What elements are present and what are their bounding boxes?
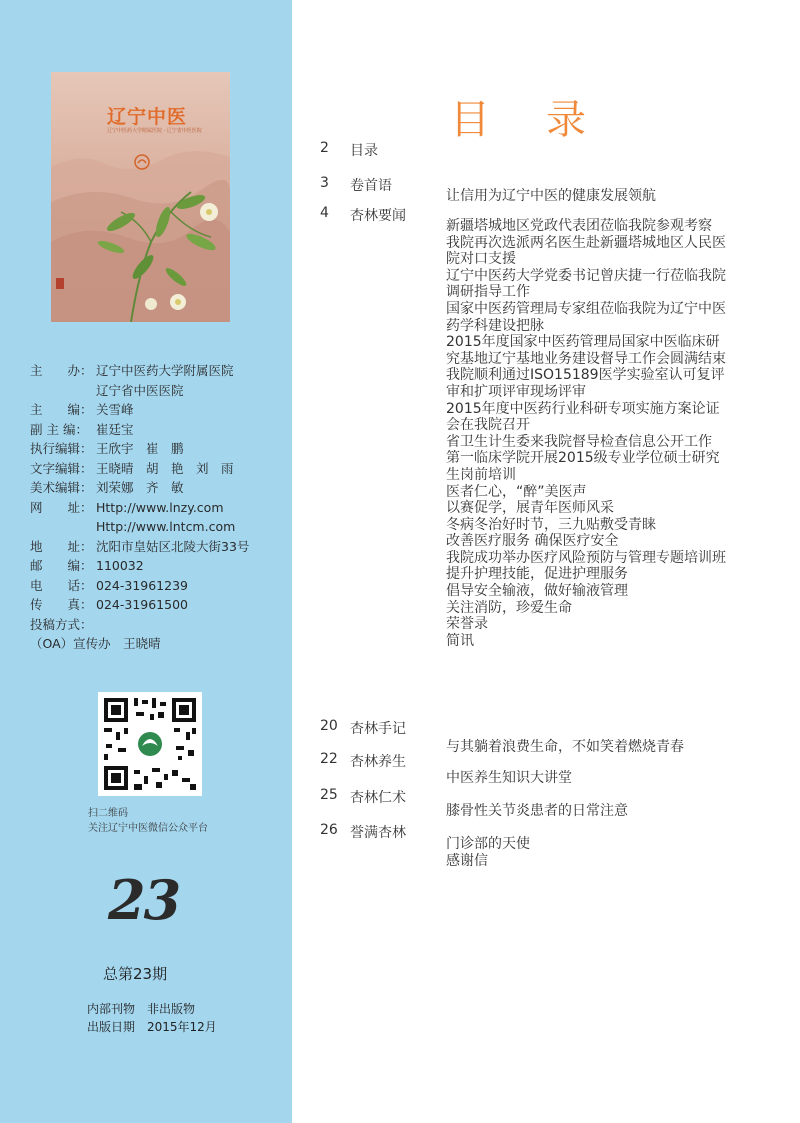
toc-article[interactable]: 让信用为辽宁中医的健康发展领航 [446,188,656,204]
toc-article[interactable]: 2015年度国家中医药管理局国家中医临床研究基地辽宁基地业务建设督导工作会圆满结束 [446,334,726,367]
masthead-row: 电 话： 024-31961239 [30,577,188,593]
masthead-info [30,361,249,654]
masthead-row: 文字编辑： 王晓晴 胡 艳 刘 雨 [30,460,234,476]
toc-article[interactable]: 我院成功举办医疗风险预防与管理专题培训班 [446,549,726,566]
section-page-number: 3 [320,175,329,191]
toc-article[interactable]: 新疆塔城地区党政代表团莅临我院参观考察 [446,218,712,234]
toc-article[interactable]: 我院再次选派两名医生赴新疆塔城地区人民医院对口支援 [446,234,726,268]
masthead-row: 传 真： 024-31961500 [30,597,188,612]
toc-article[interactable]: 荣誉录 [446,616,488,633]
toc-article[interactable]: 以赛促学，展青年医师风采 [446,500,614,517]
masthead-row: 辽宁省中医医院 [96,382,184,398]
magazine-cover-image [51,72,230,322]
section-title[interactable]: 誉满杏林 [350,825,406,841]
section-page-number: 22 [320,751,338,767]
left-sidebar [0,0,292,1123]
masthead-row: 副 主 编： 崔廷宝 [30,421,134,437]
cover-subtitle: 辽宁中医药大学附属医院 · 辽宁省中医医院 [107,128,202,134]
toc-article[interactable]: 中医养生知识大讲堂 [446,770,572,786]
masthead-row: 主 编： 关雪峰 [30,402,134,417]
cover-plant-illustration [51,72,230,322]
section-title[interactable]: 目录 [350,143,378,159]
wechat-qr-code[interactable] [98,692,202,796]
section-title[interactable]: 卷首语 [350,178,392,194]
toc-article[interactable]: 门诊部的天使 [446,836,530,852]
section-page-number: 2 [320,140,329,156]
news-article-list [446,218,726,649]
masthead-row: 地 址： 沈阳市皇姑区北陵大街33号 [30,538,250,554]
toc-article[interactable]: 与其躺着浪费生命，不如笑着燃烧青春 [446,739,684,755]
toc-article[interactable]: 提升护理技能，促进护理服务 [446,566,628,583]
section-title[interactable]: 杏林要闻 [350,208,406,224]
website-link[interactable]: Http://www.lnzy.com [96,499,224,515]
masthead-row: 邮 编： 110032 [30,558,144,573]
section-page-number: 25 [320,787,338,803]
section-title[interactable]: 杏林养生 [350,754,406,770]
toc-article[interactable]: 医者仁心，“醉”美医声 [446,483,587,500]
toc-article[interactable]: 辽宁中医药大学党委书记曾庆捷一行莅临我院调研指导工作 [446,267,726,301]
masthead-row: 主 办： 辽宁中医药大学附属医院 [30,363,234,378]
toc-article[interactable]: 改善医疗服务 确保医疗安全 [446,533,619,550]
masthead-row: 网 址： Http://www.lnzy.com [30,498,249,518]
masthead-row [30,517,249,537]
toc-heading: 目录 [450,97,642,143]
publication-note: 内部刊物 非出版物 出版日期 2015年12月 [87,1002,217,1034]
masthead-row: （OA）宣传办 王晓晴 [30,636,161,651]
toc-article[interactable]: 省卫生计生委来我院督导检查信息公开工作 [446,433,712,450]
toc-article[interactable]: 冬病冬治好时节，三九贴敷受青睐 [446,516,656,533]
section-title[interactable]: 杏林仁术 [350,790,406,806]
qr-caption: 扫二维码 关注辽宁中医微信公众平台 [88,808,208,834]
masthead-row: 美术编辑： 刘荣娜 齐 敏 [30,480,184,495]
toc-article[interactable]: 我院顺利通过ISO15189医学实验室认可复评审和扩项评审现场评审 [446,367,725,400]
section-page-number: 20 [320,718,338,734]
issue-total: 总第23期 [103,965,168,983]
section-page-number: 26 [320,822,338,838]
masthead-row: 执行编辑： 王欣宇 崔 鹏 [30,441,184,456]
issue-number: 23 [108,868,180,932]
section-title[interactable]: 杏林手记 [350,721,406,737]
toc-article[interactable]: 膝骨性关节炎患者的日常注意 [446,803,628,819]
toc-article[interactable]: 国家中医药管理局专家组莅临我院为辽宁中医药学科建设把脉 [446,300,726,334]
toc-article[interactable]: 第一临床学院开展2015级专业学位硕士研究生岗前培训 [446,450,720,483]
toc-article[interactable]: 2015年度中医药行业科研专项实施方案论证会在我院召开 [446,400,720,434]
toc-article[interactable]: 简讯 [446,632,474,649]
masthead-row: 投稿方式： [30,616,93,632]
toc-article[interactable]: 关注消防，珍爱生命 [446,599,572,616]
section-page-number: 4 [320,205,329,221]
cover-title: 辽宁中医 [107,106,188,128]
toc-article[interactable]: 感谢信 [446,853,488,869]
toc-article[interactable]: 倡导安全输液，做好输液管理 [446,583,628,600]
website-link[interactable]: Http://www.lntcm.com [96,519,236,534]
